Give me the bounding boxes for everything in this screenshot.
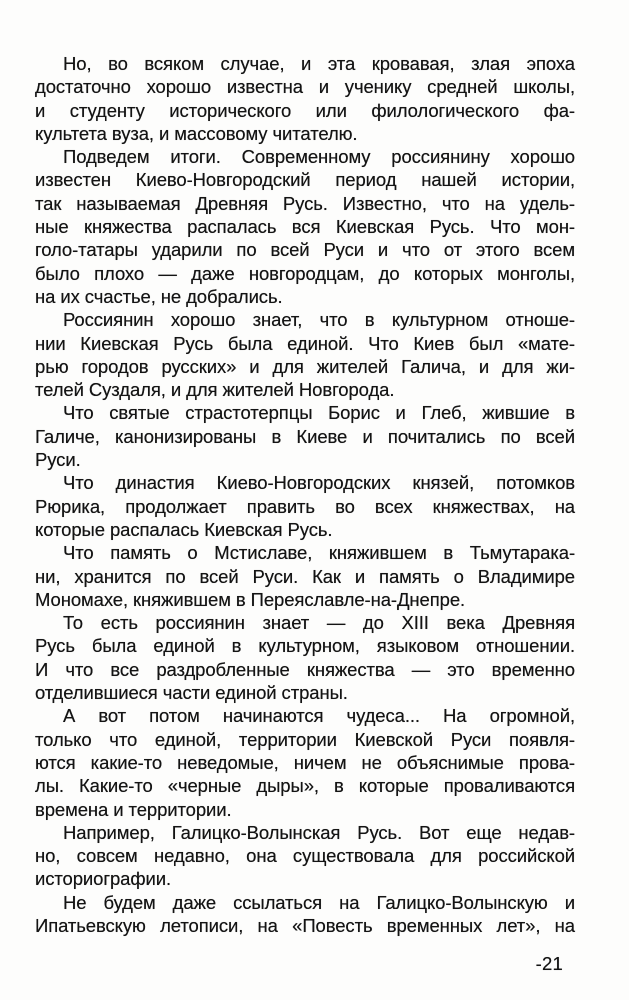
page-number: -21 (535, 953, 563, 974)
text-line: ются какие-то неведомые, ничем не объяснимые прова- (35, 751, 575, 773)
text-line: но, совсем недавно, она существовала для российской (35, 845, 575, 867)
text-line: было плохо — даже новгородцам, до которых монголы, (35, 262, 575, 284)
text-line: достаточно хорошо известна и ученику средней школы, (35, 76, 575, 98)
paragraph (35, 704, 575, 820)
text-line: Но, во всяком случае, и эта кровавая, злая эпоха (63, 53, 575, 74)
text-line: культета вуза, и массовому читателю. (35, 122, 358, 144)
paragraph (35, 471, 575, 541)
paragraph (35, 541, 575, 611)
text-line: Что святые страстотерпцы Борис и Глеб, жившие в (63, 402, 575, 424)
text-line: только что единой, территории Киевской Руси появля- (35, 728, 575, 750)
text-line: Например, Галицко-Волынская Русь. Вот еще недав- (63, 821, 575, 843)
text-line: Рюрика, продолжает править во всех княжествах, на (35, 495, 575, 517)
text-line: ни, хранится по всей Руси. Как и память о Владимире (35, 565, 575, 587)
text-line: Подведем итоги. Современному россиянину хорошо (63, 146, 575, 168)
text-line: Руси. (35, 449, 81, 471)
text-line: Ипатьевскую летописи, на «Повесть временных лет», на (35, 914, 575, 936)
text-line: Мономахе, княжившем в Переяславле-на-Днепре. (35, 588, 466, 610)
text-line: историографии. (35, 868, 172, 890)
text-line: голо-татары ударили по всей Руси и что от этого всем (35, 239, 575, 261)
text-line: нии Киевская Русь была единой. Что Киев был «мате- (35, 332, 575, 354)
text-line: лы. Какие-то «черные дыры», в которые проваливаются (35, 775, 575, 797)
text-line: рью городов русских» и для жителей Галича, и для жи- (35, 355, 575, 377)
text-line: и студенту исторического или филологического фа- (35, 99, 575, 121)
text-line: на их счастье, не добрались. (35, 285, 283, 307)
text-line: Не будем даже ссылаться на Галицко-Волынскую и (63, 891, 575, 913)
text-line: Галиче, канонизированы в Киеве и почитались по всей (35, 425, 575, 447)
paragraph (35, 821, 575, 891)
text-line: Русь была единой в культурном, языковом отношении. (35, 635, 575, 657)
paragraph (35, 611, 575, 704)
text-line: И что все раздробленные княжества — это временно (35, 658, 575, 680)
text-line: так называемая Древняя Русь. Известно, что на удель- (35, 192, 575, 214)
paragraph (35, 308, 575, 401)
text-line: времена и территории. (35, 798, 232, 820)
text-line: ные княжества распалась вся Киевская Русь. Что мон- (35, 216, 575, 238)
text-line: Что династия Киево-Новгородских князей, потомков (63, 472, 575, 494)
text-line: А вот потом начинаются чудеса... На огромной, (63, 705, 575, 727)
paragraph (35, 52, 575, 145)
text-line: отделившиеся части единой страны. (35, 682, 348, 704)
text-line: телей Суздаля, и для жителей Новгорода. (35, 379, 395, 401)
text-line: известен Киево-Новгородский период нашей истории, (35, 169, 575, 191)
text-line: То есть россиянин знает — до XIII века Древняя (63, 612, 575, 634)
text-line: которые распалась Киевская Русь. (35, 518, 333, 540)
text-block (35, 52, 575, 937)
text-line: Что память о Мстиславе, княжившем в Тьмутарака- (63, 542, 575, 564)
paragraph (35, 401, 575, 471)
text-line: Россиянин хорошо знает, что в культурном отноше- (63, 309, 575, 331)
paragraph (35, 891, 575, 938)
paragraph (35, 145, 575, 308)
